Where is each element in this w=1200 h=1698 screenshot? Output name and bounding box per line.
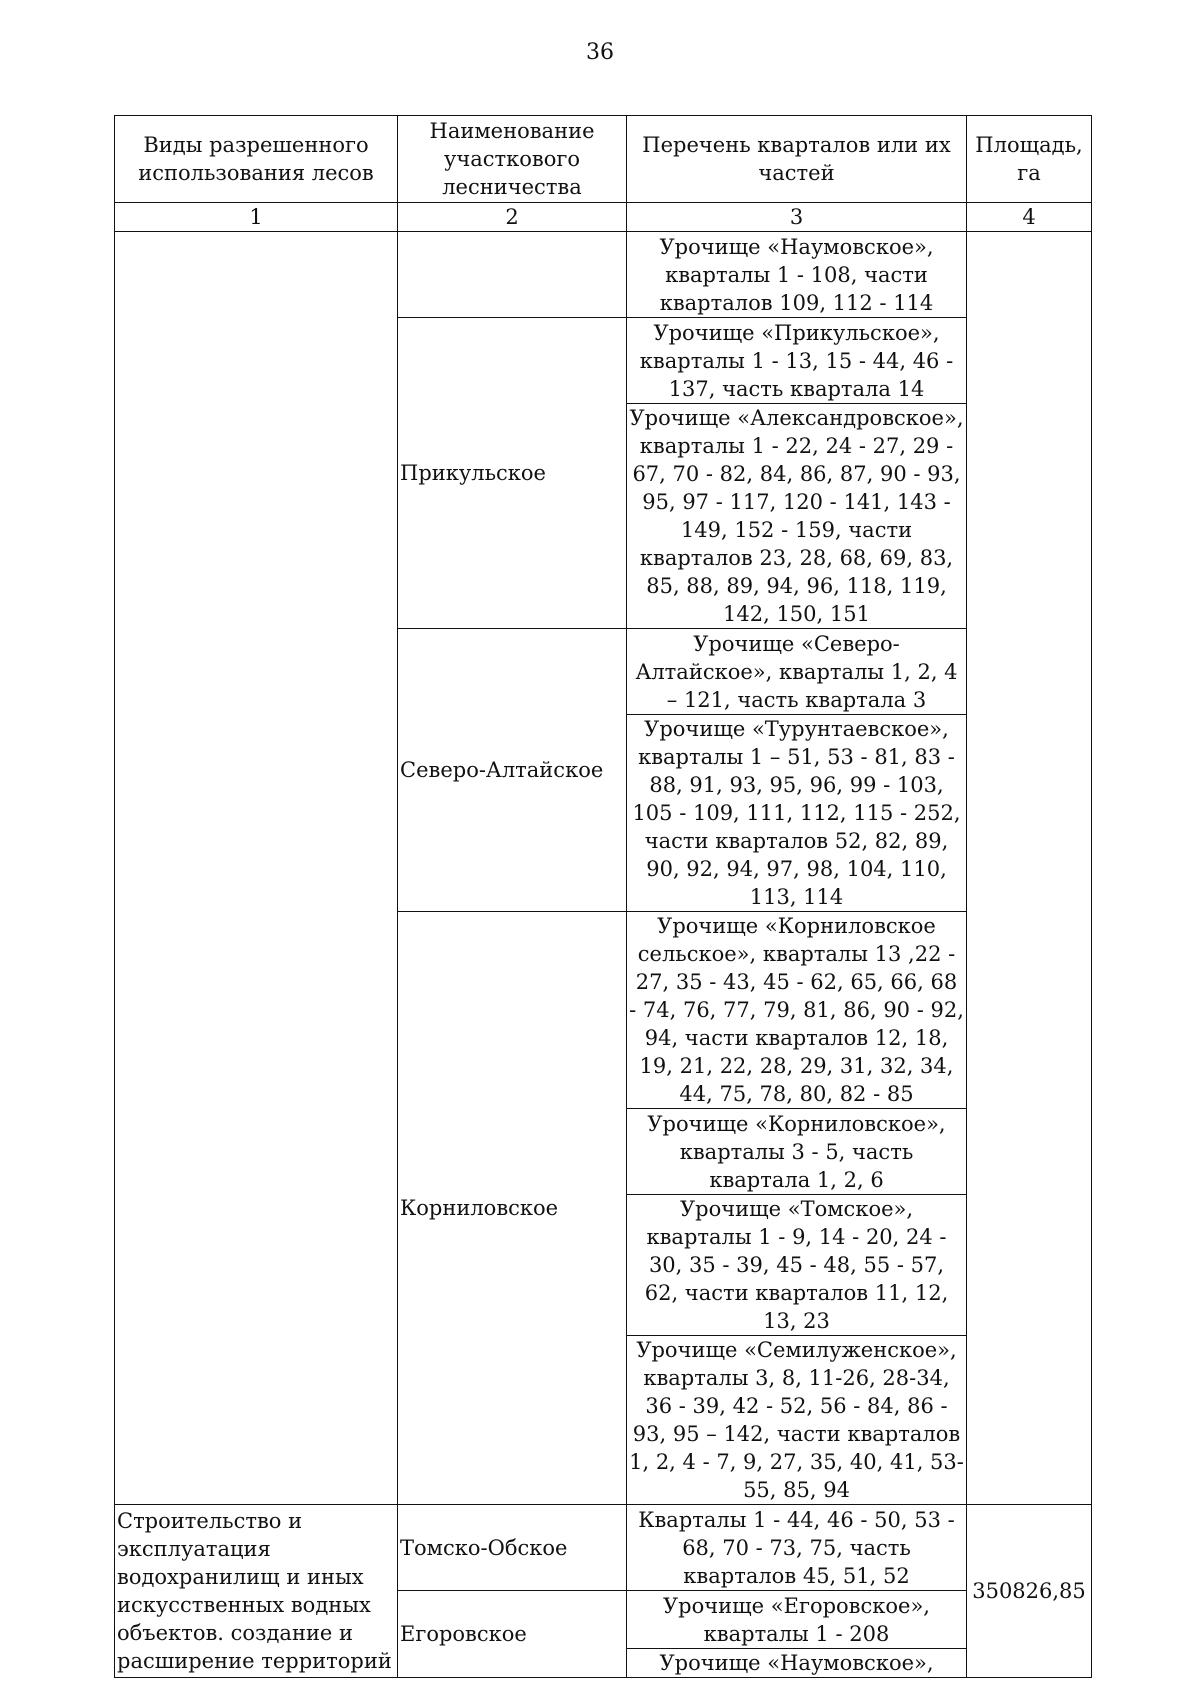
use-type-cell-empty	[115, 232, 398, 1505]
quarters-cell: Урочище «Александровское», кварталы 1 - 22, 24 - 27, 29 - 67, 70 - 82, 84, 86, 87, 90 - 93, 95, 97 - 117, 120 - 141, 143 - 149, 152 - 159, части кварталов 23, 28, 68, 69, 83, 85, 88, 89, 94, 96, 118, 119, 142, 150, 151	[627, 404, 967, 629]
column-number: 1	[115, 203, 398, 232]
quarters-cell: Кварталы 1 - 44, 46 - 50, 53 - 68, 70 - 73, 75, часть кварталов 45, 51, 52	[627, 1505, 967, 1591]
header-row	[115, 116, 1092, 203]
column-number: 4	[967, 203, 1092, 232]
use-type-cell: Строительство и эксплуатация водохранилищ и иных искусственных водных объектов. создание и расширение территорий	[115, 1505, 398, 1678]
area-cell: 350826,85	[967, 1505, 1092, 1678]
quarters-cell: Урочище «Корниловское сельское», кварталы 13 ,22 - 27, 35 - 43, 45 - 62, 65, 66, 68 - 74, 76, 77, 79, 81, 86, 90 - 92, 94, части кварталов 12, 18, 19, 21, 22, 28, 29, 31, 32, 34, 44, 75, 78, 80, 82 - 85	[627, 912, 967, 1109]
column-number: 2	[398, 203, 627, 232]
column-number-row	[115, 203, 1092, 232]
area-cell-empty	[967, 232, 1092, 1505]
forestry-name-cell: Корниловское	[398, 912, 627, 1505]
quarters-cell: Урочище «Корниловское», кварталы 3 - 5, часть квартала 1, 2, 6	[627, 1109, 967, 1195]
header-quarters-list: Перечень кварталов или их частей	[627, 116, 967, 203]
quarters-cell: Урочище «Наумовское», кварталы 1 - 108, части кварталов 109, 112 - 114	[627, 232, 967, 318]
forestry-name-cell: Томско-Обское	[398, 1505, 627, 1591]
page-number: 36	[586, 40, 614, 65]
forestry-name-cell: Егоровское	[398, 1591, 627, 1678]
header-forestry-name: Наименование участкового лесничества	[398, 116, 627, 203]
column-number: 3	[627, 203, 967, 232]
table-row	[115, 1505, 1092, 1591]
quarters-cell: Урочище «Семилуженское», кварталы 3, 8, 11-26, 28-34, 36 - 39, 42 - 52, 56 - 84, 86 - 93, 95 – 142, части кварталов 1, 2, 4 - 7, 9, 27, 35, 40, 41, 53-55, 85, 94	[627, 1336, 967, 1505]
quarters-cell: Урочище «Наумовское»,	[627, 1649, 967, 1678]
quarters-cell: Урочище «Турунтаевское», кварталы 1 – 51, 53 - 81, 83 - 88, 91, 93, 95, 96, 99 - 103, 105 - 109, 111, 112, 115 - 252, части кварталов 52, 82, 89, 90, 92, 94, 97, 98, 104, 110, 113, 114	[627, 715, 967, 912]
forestry-name-cell: Северо-Алтайское	[398, 629, 627, 912]
quarters-cell: Урочище «Северо-Алтайское», кварталы 1, 2, 4 – 121, часть квартала 3	[627, 629, 967, 715]
header-use-type: Виды разрешенного использования лесов	[115, 116, 398, 203]
header-area: Площадь, га	[967, 116, 1092, 203]
quarters-cell: Урочище «Егоровское», кварталы 1 - 208	[627, 1591, 967, 1649]
forestry-name-cell-empty	[398, 232, 627, 318]
quarters-cell: Урочище «Томское», кварталы 1 - 9, 14 - 20, 24 - 30, 35 - 39, 45 - 48, 55 - 57, 62, части кварталов 11, 12, 13, 23	[627, 1195, 967, 1336]
forest-use-table	[114, 115, 1092, 1678]
quarters-cell: Урочище «Прикульское», кварталы 1 - 13, 15 - 44, 46 - 137, часть квартала 14	[627, 318, 967, 404]
forestry-name-cell: Прикульское	[398, 318, 627, 629]
table-row	[115, 232, 1092, 318]
